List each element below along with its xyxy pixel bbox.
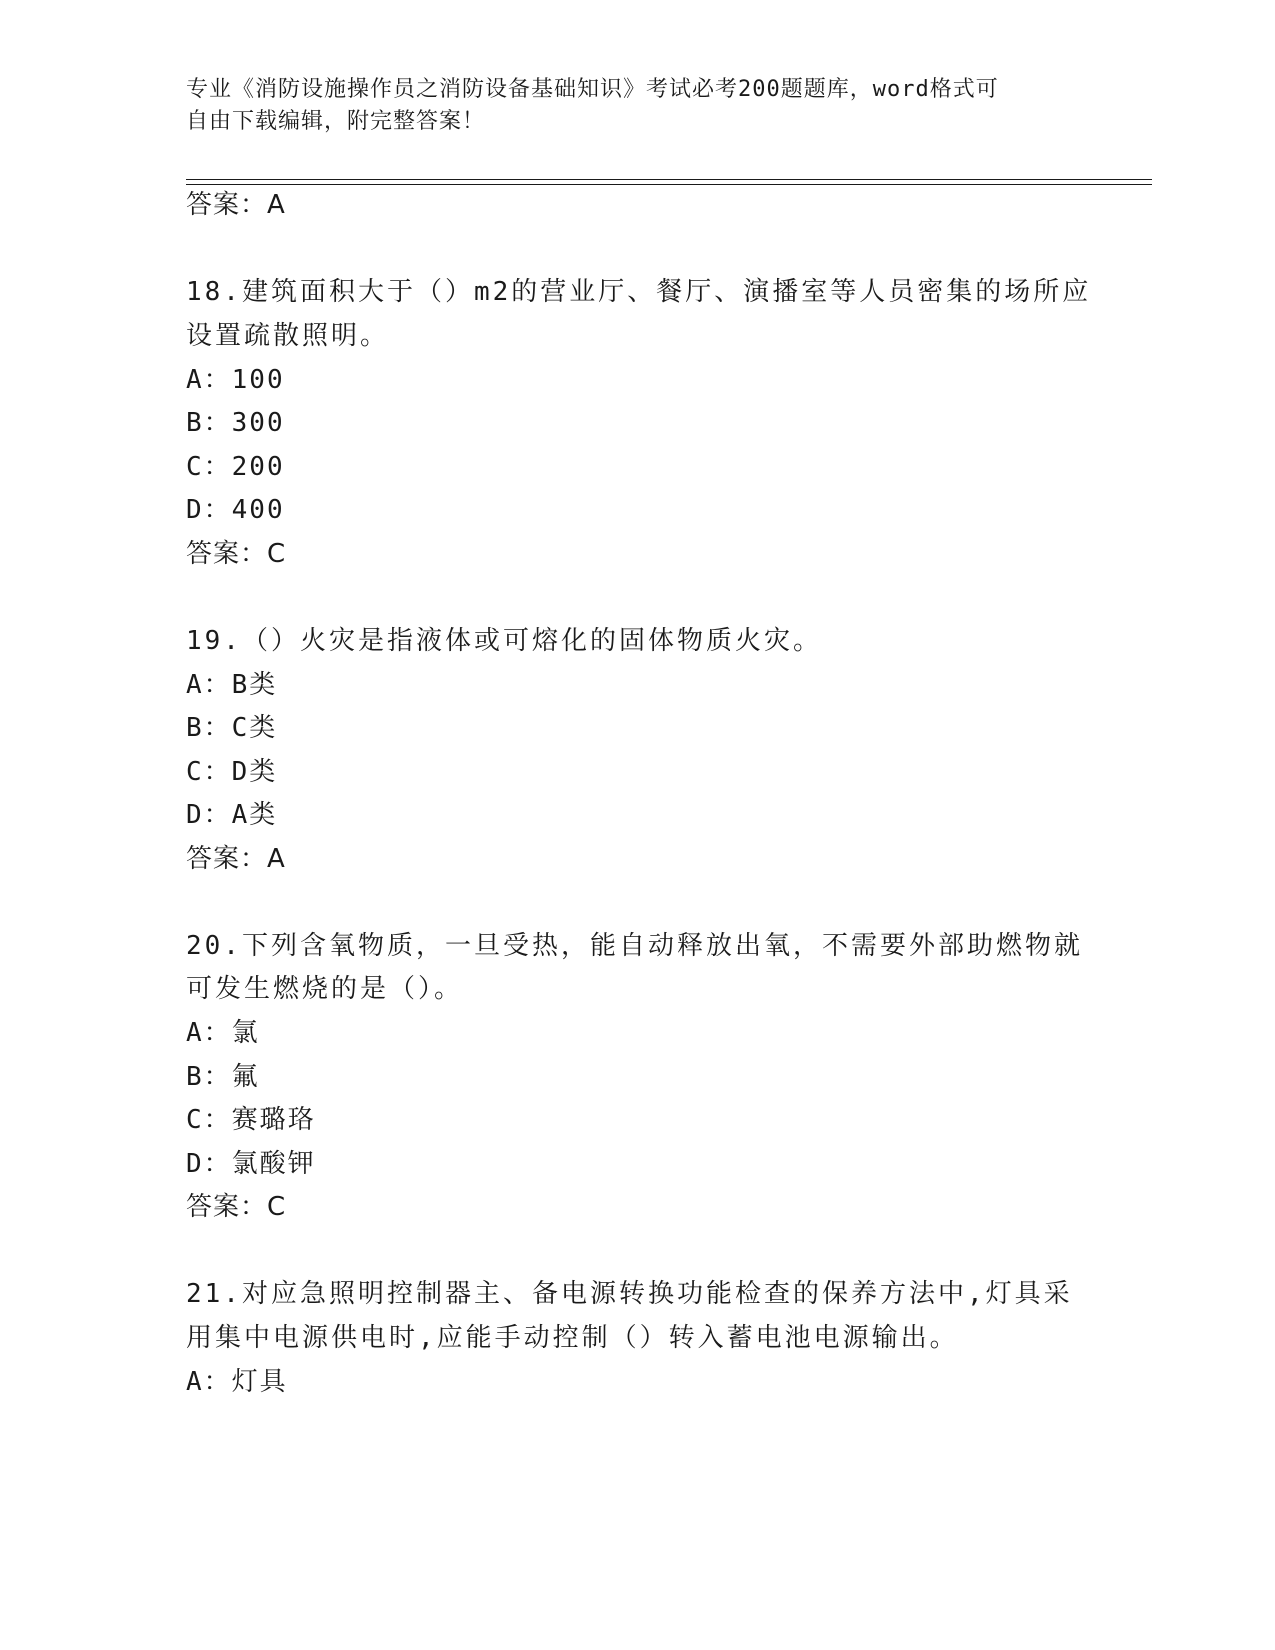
question-18-option-d: D：400 [186, 495, 285, 525]
question-19-text-1: 19.（）火灾是指液体或可熔化的固体物质火灾。 [186, 626, 822, 656]
header-divider-top [186, 179, 1152, 180]
header-line-1: 专业《消防设施操作员之消防设备基础知识》考试必考200题题库，word格式可 [186, 77, 999, 102]
question-21-text-2: 用集中电源供电时,应能手动控制（）转入蓄电池电源输出。 [186, 1323, 959, 1353]
question-20-option-c: C：赛璐珞 [186, 1105, 316, 1135]
question-20-option-a: A：氯 [186, 1018, 260, 1048]
question-19-option-d: D：A类 [186, 800, 278, 830]
question-20-answer: 答案：C [186, 1192, 287, 1222]
question-21-text-1: 21.对应急照明控制器主、备电源转换功能检查的保养方法中,灯具采 [186, 1279, 1073, 1309]
question-19-option-c: C：D类 [186, 757, 278, 787]
question-18-text-1: 18.建筑面积大于（）m2的营业厅、餐厅、演播室等人员密集的场所应 [186, 277, 1092, 307]
question-20-option-d: D：氯酸钾 [186, 1149, 316, 1179]
question-20-option-b: B：氟 [186, 1062, 260, 1092]
question-20-text-1: 20.下列含氧物质，一旦受热，能自动释放出氧，不需要外部助燃物就 [186, 931, 1083, 961]
question-19-option-b: B：C类 [186, 713, 278, 743]
answer-prev: 答案：A [186, 190, 286, 220]
question-18-answer: 答案：C [186, 539, 287, 569]
question-18-option-b: B：300 [186, 408, 285, 438]
header-divider-bottom [186, 184, 1152, 185]
question-19-option-a: A：B类 [186, 670, 278, 700]
question-18-option-c: C：200 [186, 452, 285, 482]
document-header [186, 74, 1066, 138]
question-18-option-a: A：100 [186, 365, 285, 395]
question-21-option-a: A：灯具 [186, 1367, 288, 1397]
question-19-answer: 答案：A [186, 844, 286, 874]
header-line-2: 自由下载编辑，附完整答案！ [186, 109, 486, 134]
question-18-text-2: 设置疏散照明。 [186, 321, 390, 351]
question-20-text-2: 可发生燃烧的是（）。 [186, 974, 464, 1004]
